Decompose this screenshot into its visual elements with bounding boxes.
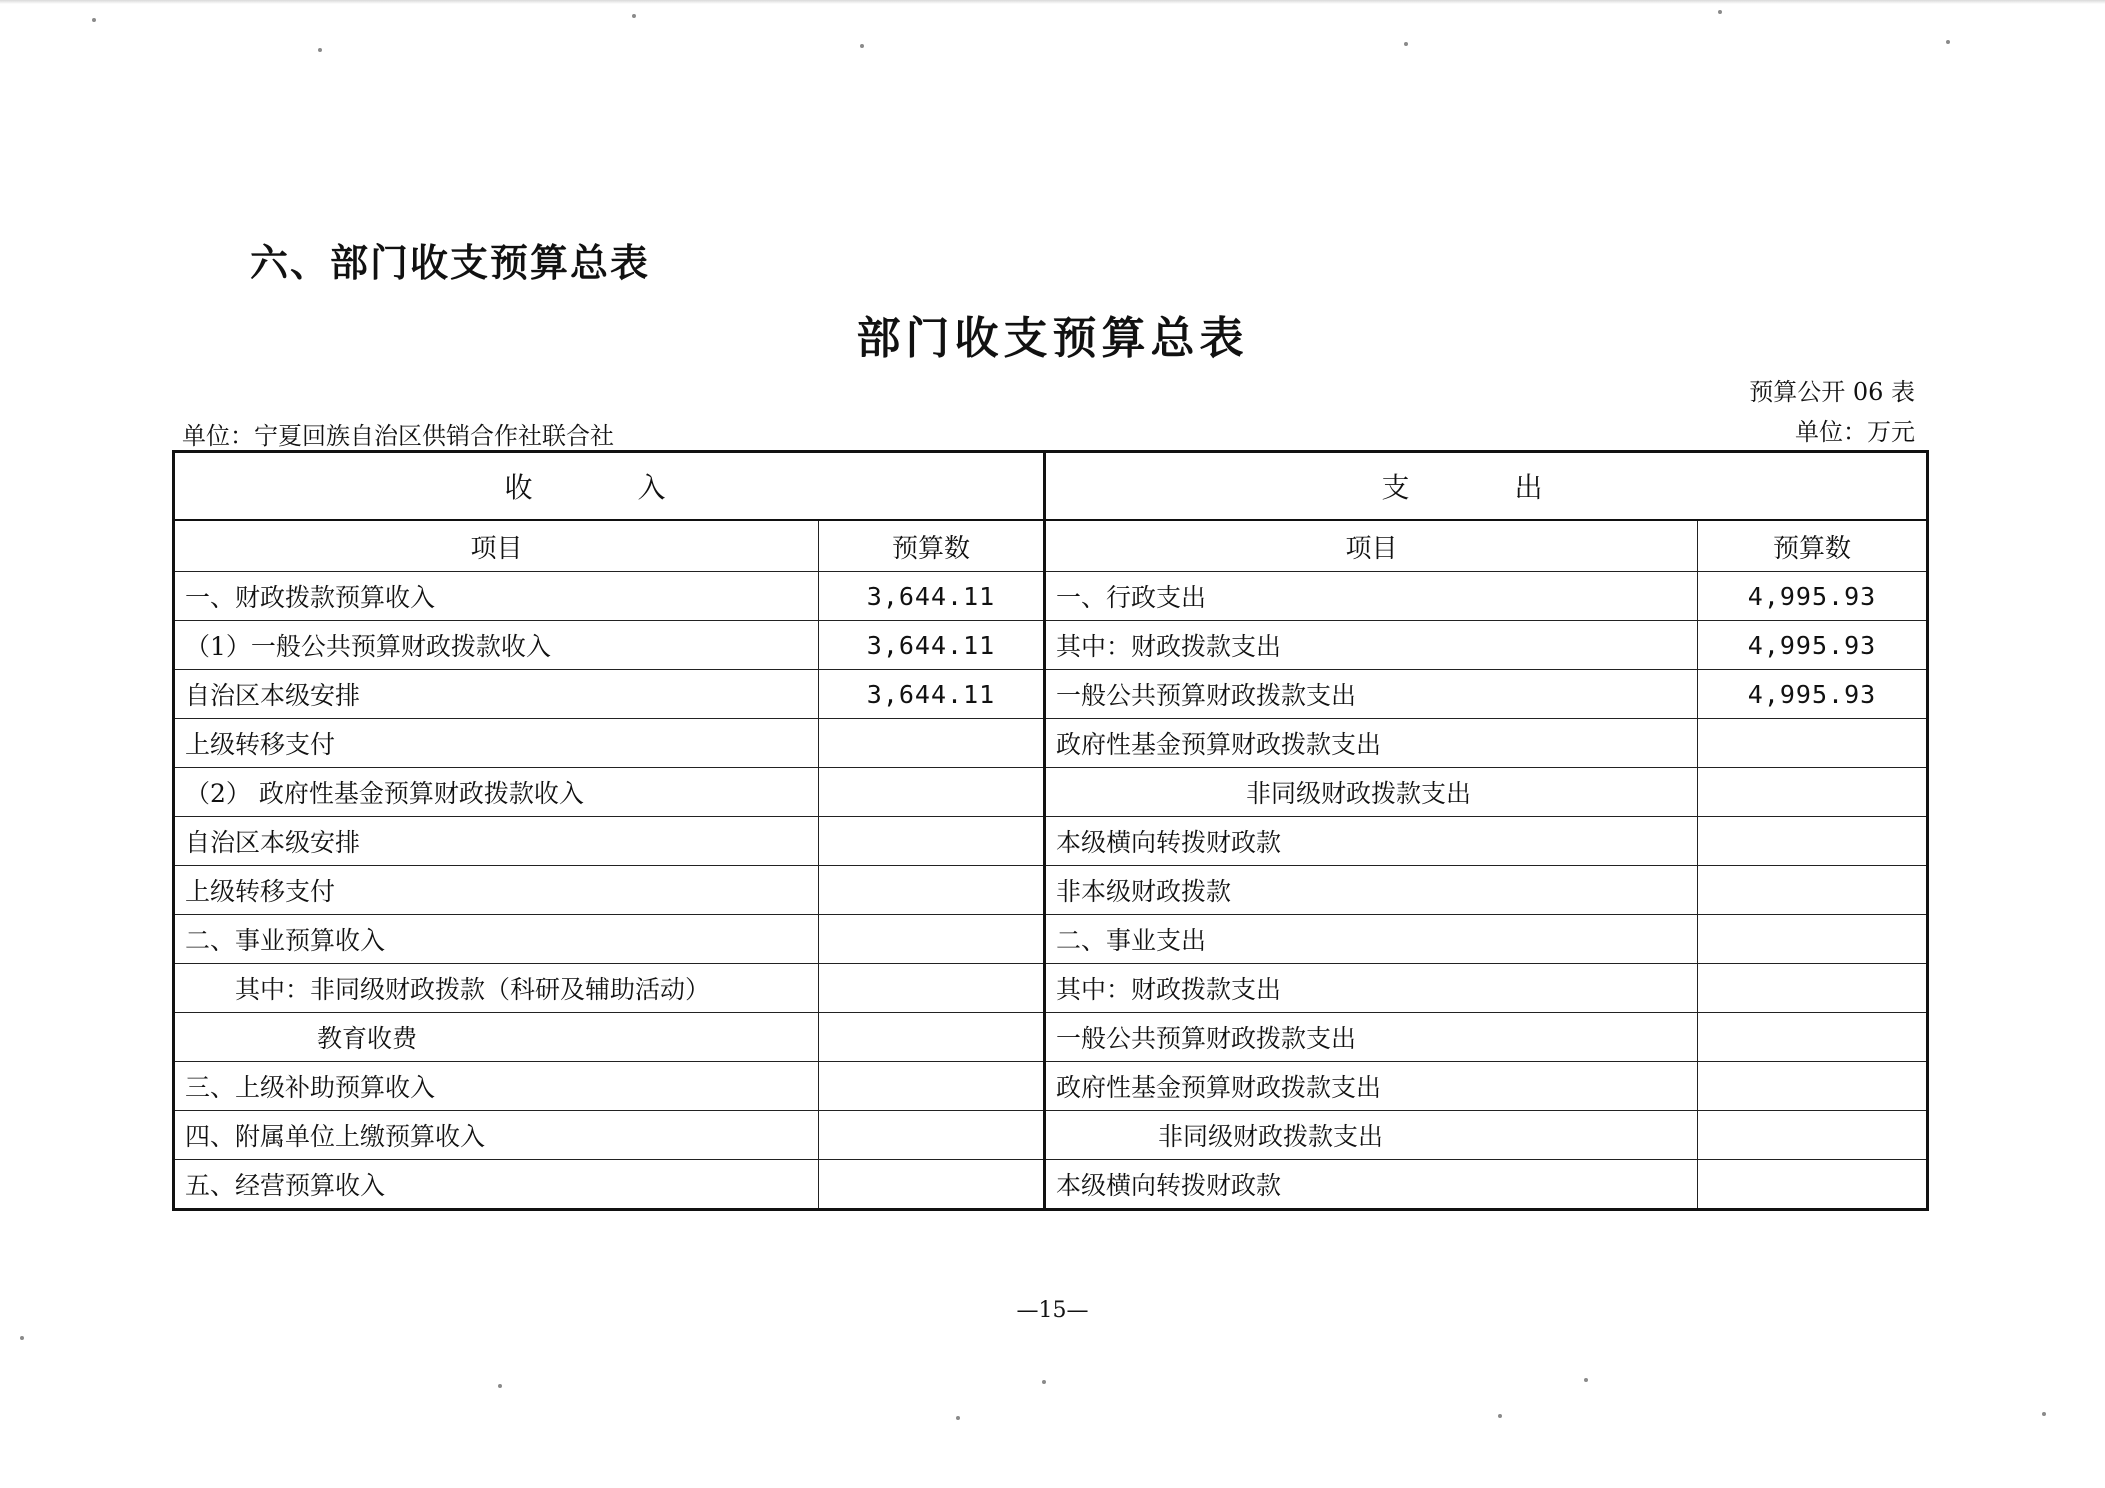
expense-amount: [1698, 719, 1928, 768]
income-item: 二、事业预算收入: [174, 915, 819, 964]
expense-item: 一般公共预算财政拨款支出: [1045, 670, 1698, 719]
expense-amount: [1698, 817, 1928, 866]
income-header: 收 入: [174, 452, 1045, 521]
expense-amount: [1698, 866, 1928, 915]
scan-speck: [92, 18, 96, 22]
scan-speck: [1404, 42, 1408, 46]
income-item-column-header: 项目: [174, 520, 819, 572]
page-number: —15—: [1016, 1298, 1089, 1323]
income-amount: [819, 817, 1045, 866]
income-item: 自治区本级安排: [174, 817, 819, 866]
table-row: [174, 1160, 1928, 1210]
scan-speck: [498, 1384, 502, 1388]
budget-summary-table: [172, 450, 1929, 1211]
income-item: 上级转移支付: [174, 866, 819, 915]
expense-amount: [1698, 1111, 1928, 1160]
table-row: [174, 621, 1928, 670]
group-header-row: [174, 452, 1928, 521]
expense-item: 本级横向转拨财政款: [1045, 1160, 1698, 1210]
income-amount: 3,644.11: [819, 670, 1045, 719]
scan-speck: [1042, 1380, 1046, 1384]
section-heading: 六、部门收支预算总表: [250, 241, 651, 285]
table-row: [174, 915, 1928, 964]
scan-speck: [1584, 1378, 1588, 1382]
expense-amount: [1698, 964, 1928, 1013]
income-amount-column-header: 预算数: [819, 520, 1045, 572]
expense-item: 非同级财政拨款支出: [1045, 1111, 1698, 1160]
income-amount: 3,644.11: [819, 572, 1045, 621]
income-amount: [819, 964, 1045, 1013]
scan-speck: [956, 1416, 960, 1420]
income-amount: [819, 1013, 1045, 1062]
income-amount: [819, 768, 1045, 817]
expense-amount: [1698, 1160, 1928, 1210]
expense-amount: [1698, 768, 1928, 817]
income-item: （2） 政府性基金预算财政拨款收入: [174, 768, 819, 817]
table-title: 部门收支预算总表: [856, 313, 1249, 364]
scan-speck: [20, 1336, 24, 1340]
expense-item: 一、行政支出: [1045, 572, 1698, 621]
income-amount: [819, 915, 1045, 964]
column-header-row: [174, 520, 1928, 572]
expense-item: 一般公共预算财政拨款支出: [1045, 1013, 1698, 1062]
table-row: [174, 817, 1928, 866]
expense-header: 支 出: [1045, 452, 1928, 521]
expense-item: 二、事业支出: [1045, 915, 1698, 964]
income-amount: 3,644.11: [819, 621, 1045, 670]
income-amount: [819, 719, 1045, 768]
income-amount: [819, 1111, 1045, 1160]
expense-item: 非本级财政拨款: [1045, 866, 1698, 915]
table-row: [174, 1062, 1928, 1111]
income-item: （1）一般公共预算财政拨款收入: [174, 621, 819, 670]
income-item: 教育收费: [174, 1013, 819, 1062]
expense-item: 本级横向转拨财政款: [1045, 817, 1698, 866]
table-row: [174, 1013, 1928, 1062]
expense-amount-column-header: 预算数: [1698, 520, 1928, 572]
table-row: [174, 768, 1928, 817]
income-item: 一、财政拨款预算收入: [174, 572, 819, 621]
scan-speck: [860, 44, 864, 48]
income-amount: [819, 1062, 1045, 1111]
expense-item: 政府性基金预算财政拨款支出: [1045, 719, 1698, 768]
table-row: [174, 964, 1928, 1013]
expense-item: 政府性基金预算财政拨款支出: [1045, 1062, 1698, 1111]
scan-speck: [632, 14, 636, 18]
scan-speck: [318, 48, 322, 52]
expense-amount: 4,995.93: [1698, 670, 1928, 719]
table-row: [174, 866, 1928, 915]
expense-amount: 4,995.93: [1698, 572, 1928, 621]
scan-top-edge: [0, 0, 2105, 4]
scan-speck: [1718, 10, 1722, 14]
currency-unit: 单位：万元: [1795, 418, 1915, 446]
expense-amount: 4,995.93: [1698, 621, 1928, 670]
expense-amount: [1698, 1013, 1928, 1062]
income-item: 上级转移支付: [174, 719, 819, 768]
income-amount: [819, 866, 1045, 915]
table-row: [174, 572, 1928, 621]
form-number: 预算公开 06 表: [1749, 378, 1915, 406]
scan-speck: [1946, 40, 1950, 44]
scan-speck: [1498, 1414, 1502, 1418]
expense-item: 其中：财政拨款支出: [1045, 964, 1698, 1013]
expense-item: 非同级财政拨款支出: [1045, 768, 1698, 817]
expense-amount: [1698, 915, 1928, 964]
income-item: 五、经营预算收入: [174, 1160, 819, 1210]
table-row: [174, 670, 1928, 719]
income-item: 四、附属单位上缴预算收入: [174, 1111, 819, 1160]
income-amount: [819, 1160, 1045, 1210]
table-row: [174, 719, 1928, 768]
table-row: [174, 1111, 1928, 1160]
income-item: 其中：非同级财政拨款（科研及辅助活动）: [174, 964, 819, 1013]
expense-item: 其中：财政拨款支出: [1045, 621, 1698, 670]
expense-amount: [1698, 1062, 1928, 1111]
expense-item-column-header: 项目: [1045, 520, 1698, 572]
reporting-unit: 单位：宁夏回族自治区供销合作社联合社: [182, 422, 614, 450]
income-item: 自治区本级安排: [174, 670, 819, 719]
scan-speck: [2042, 1412, 2046, 1416]
income-item: 三、上级补助预算收入: [174, 1062, 819, 1111]
